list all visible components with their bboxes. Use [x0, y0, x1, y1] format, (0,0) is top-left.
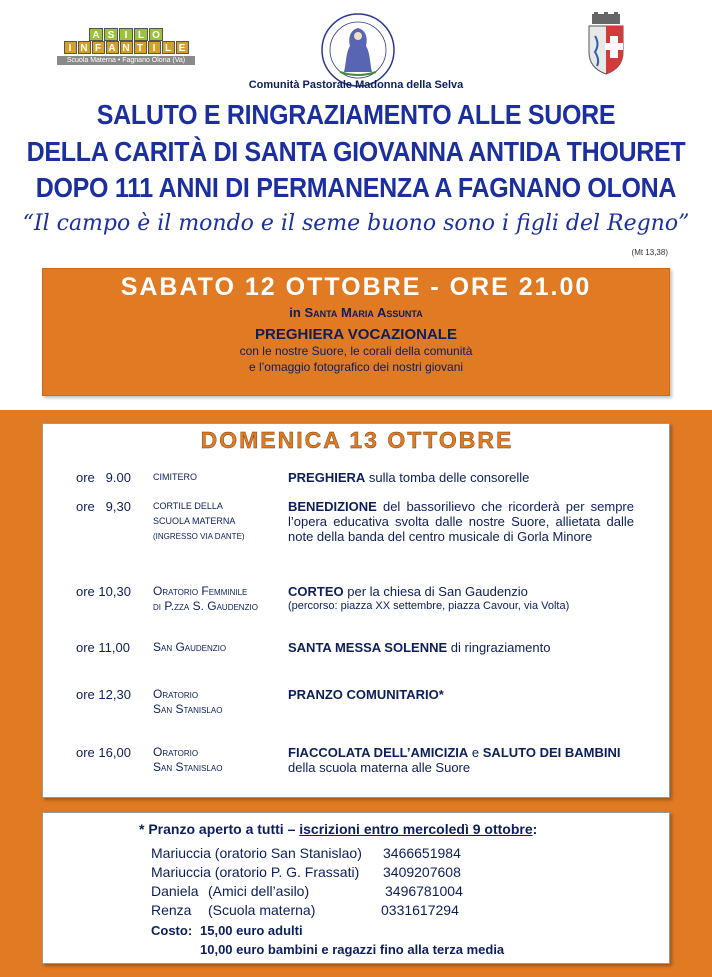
schedule-place: [153, 584, 288, 614]
schedule-time: ore 10,30: [76, 584, 131, 599]
asilo-logo-letter: N: [120, 41, 133, 54]
contact-org: (Scuola materna): [208, 902, 316, 918]
schedule-place-line: San Stanislao: [153, 760, 223, 774]
schedule-time: ore 12,30: [76, 687, 131, 702]
schedule-desc-bold: CORTEO: [288, 584, 344, 599]
lunch-heading-prefix: * Pranzo aperto a tutti –: [139, 821, 300, 837]
schedule-desc-text: per la chiesa di San Gaudenzio: [343, 584, 528, 599]
asilo-logo-letter: N: [78, 41, 91, 54]
schedule-place: [153, 499, 283, 544]
schedule-place-line: San Stanislao: [153, 702, 223, 716]
schedule-place-line: SCUOLA MATERNA: [153, 516, 236, 526]
schedule-desc: [288, 470, 634, 485]
asilo-logo-letter: I: [64, 41, 77, 54]
schedule-desc-text: del bassorilievo che ricorderà per sempre l’opera educativa svolta dalle nostre Suore, allietata dalle note della banda del centro musicale di Gorla Minore: [288, 499, 634, 544]
contact-name: Daniela: [151, 883, 199, 899]
asilo-logo-letter: L: [134, 28, 148, 41]
saturday-event: PREGHIERA VOCAZIONALE: [255, 326, 457, 343]
contact-name: Renza: [151, 902, 192, 918]
schedule-desc-bold: PREGHIERA: [288, 470, 366, 485]
contact-name: Mariuccia (oratorio San Stanislao): [151, 845, 362, 861]
quote-reference: (Mt 13,38): [631, 248, 668, 257]
saturday-date: SABATO 12 OTTOBRE - ORE 21.00: [120, 273, 592, 301]
schedule-desc: [288, 687, 634, 702]
madonna-seal-icon: [320, 12, 396, 88]
title-line-3: DOPO 111 ANNI DI PERMANENZA A FAGNANO OLONA: [35, 172, 677, 204]
cost-adults: 15,00 euro adulti: [200, 923, 303, 938]
schedule-place-line: CORTILE DELLA: [153, 501, 223, 511]
lunch-info-box: [42, 812, 670, 964]
community-name: Comunità Pastorale Madonna della Selva: [248, 79, 464, 91]
title-line-2: DELLA CARITÀ DI SANTA GIOVANNA ANTIDA THOURET: [26, 136, 686, 168]
saturday-place: [43, 305, 669, 320]
asilo-logo-letter: O: [149, 28, 163, 41]
schedule-time: ore 16,00: [76, 745, 131, 760]
schedule-desc-bold-2: SALUTO DEI BAMBINI: [482, 745, 621, 760]
contact-phone: 0331617294: [381, 902, 459, 918]
schedule-place-line: Oratorio: [153, 745, 199, 759]
schedule-desc: [288, 584, 648, 614]
schedule-place-line: CIMITERO: [153, 472, 197, 482]
schedule-place-line: (INGRESSO VIA DANTE): [153, 532, 245, 541]
asilo-infantile-logo: [57, 28, 195, 65]
contact-org: (Amici dell’asilo): [208, 883, 310, 899]
asilo-logo-letter: T: [134, 41, 147, 54]
asilo-logo-letter: I: [119, 28, 133, 41]
asilo-logo-letter: A: [106, 41, 119, 54]
schedule-desc: [288, 640, 634, 655]
schedule-desc-bold: PRANZO COMUNITARIO*: [288, 687, 444, 702]
saturday-desc-2: e l’omaggio fotografico dei nostri giovani: [248, 360, 464, 374]
schedule-desc: [288, 745, 648, 775]
schedule-place: [153, 470, 283, 485]
saturday-desc-1: con le nostre Suore, le corali della comunità: [239, 344, 473, 358]
contact-name: Mariuccia (oratorio P. G. Frassati): [151, 864, 360, 880]
schedule-place-line: Oratorio Femminile: [153, 584, 248, 598]
sunday-box: [42, 423, 670, 798]
asilo-logo-letter: L: [162, 41, 175, 54]
gospel-quote: “Il campo è il mondo e il seme buono sono i figli del Regno”: [22, 211, 690, 236]
schedule-desc-text: sulla tomba delle consorelle: [365, 470, 530, 485]
asilo-caption: Scuola Materna • Fagnano Olona (Va): [57, 56, 195, 65]
contact-phone: 3496781004: [385, 883, 463, 899]
schedule-desc-text: e: [468, 745, 483, 760]
municipal-crest-icon: [586, 12, 626, 76]
asilo-logo-row2: [57, 41, 195, 54]
schedule-place: [153, 687, 283, 717]
lunch-heading: [139, 821, 537, 837]
schedule-time: ore 11,00: [76, 640, 130, 655]
asilo-logo-letter: S: [104, 28, 118, 41]
lunch-heading-deadline: iscrizioni entro mercoledì 9 ottobre: [299, 821, 533, 837]
schedule-desc-text: di ringraziamento: [447, 640, 551, 655]
sunday-title: DOMENICA 13 OTTOBRE: [200, 427, 514, 453]
lunch-heading-suffix: :: [532, 821, 538, 837]
saturday-box: [42, 268, 670, 396]
schedule-place: [153, 745, 283, 775]
schedule-place-line: di P.zza S. Gaudenzio: [153, 599, 258, 613]
contact-phone: 3466651984: [383, 845, 461, 861]
schedule-place-line: Oratorio: [153, 687, 199, 701]
schedule-place: [153, 640, 283, 656]
schedule-desc-bold: FIACCOLATA DELL’AMICIZIA: [288, 745, 469, 760]
schedule-desc-bold: SANTA MESSA SOLENNE: [288, 640, 448, 655]
asilo-logo-letter: E: [176, 41, 189, 54]
schedule-desc-route: (percorso: piazza XX settembre, piazza Cavour, via Volta): [288, 600, 570, 612]
asilo-logo-row1: [57, 28, 195, 41]
cost-children: 10,00 euro bambini e ragazzi fino alla terza media: [200, 942, 505, 957]
schedule-time: ore 9,30: [76, 499, 131, 514]
asilo-logo-letter: F: [92, 41, 105, 54]
saturday-place-name: Santa Maria Assunta: [304, 305, 423, 320]
cost-label: Costo:: [151, 923, 193, 938]
schedule-desc: [288, 499, 634, 544]
asilo-logo-letter: I: [148, 41, 161, 54]
saturday-place-prefix: in: [289, 305, 301, 320]
title-line-1: SALUTO E RINGRAZIAMENTO ALLE SUORE: [96, 99, 616, 131]
schedule-desc-line-2: della scuola materna alle Suore: [288, 760, 471, 775]
asilo-logo-letter: A: [89, 28, 103, 41]
schedule-time: ore 9.00: [76, 470, 131, 485]
schedule-desc-bold: BENEDIZIONE: [288, 499, 377, 514]
contact-phone: 3409207608: [383, 864, 461, 880]
schedule-place-line: San Gaudenzio: [153, 640, 227, 654]
